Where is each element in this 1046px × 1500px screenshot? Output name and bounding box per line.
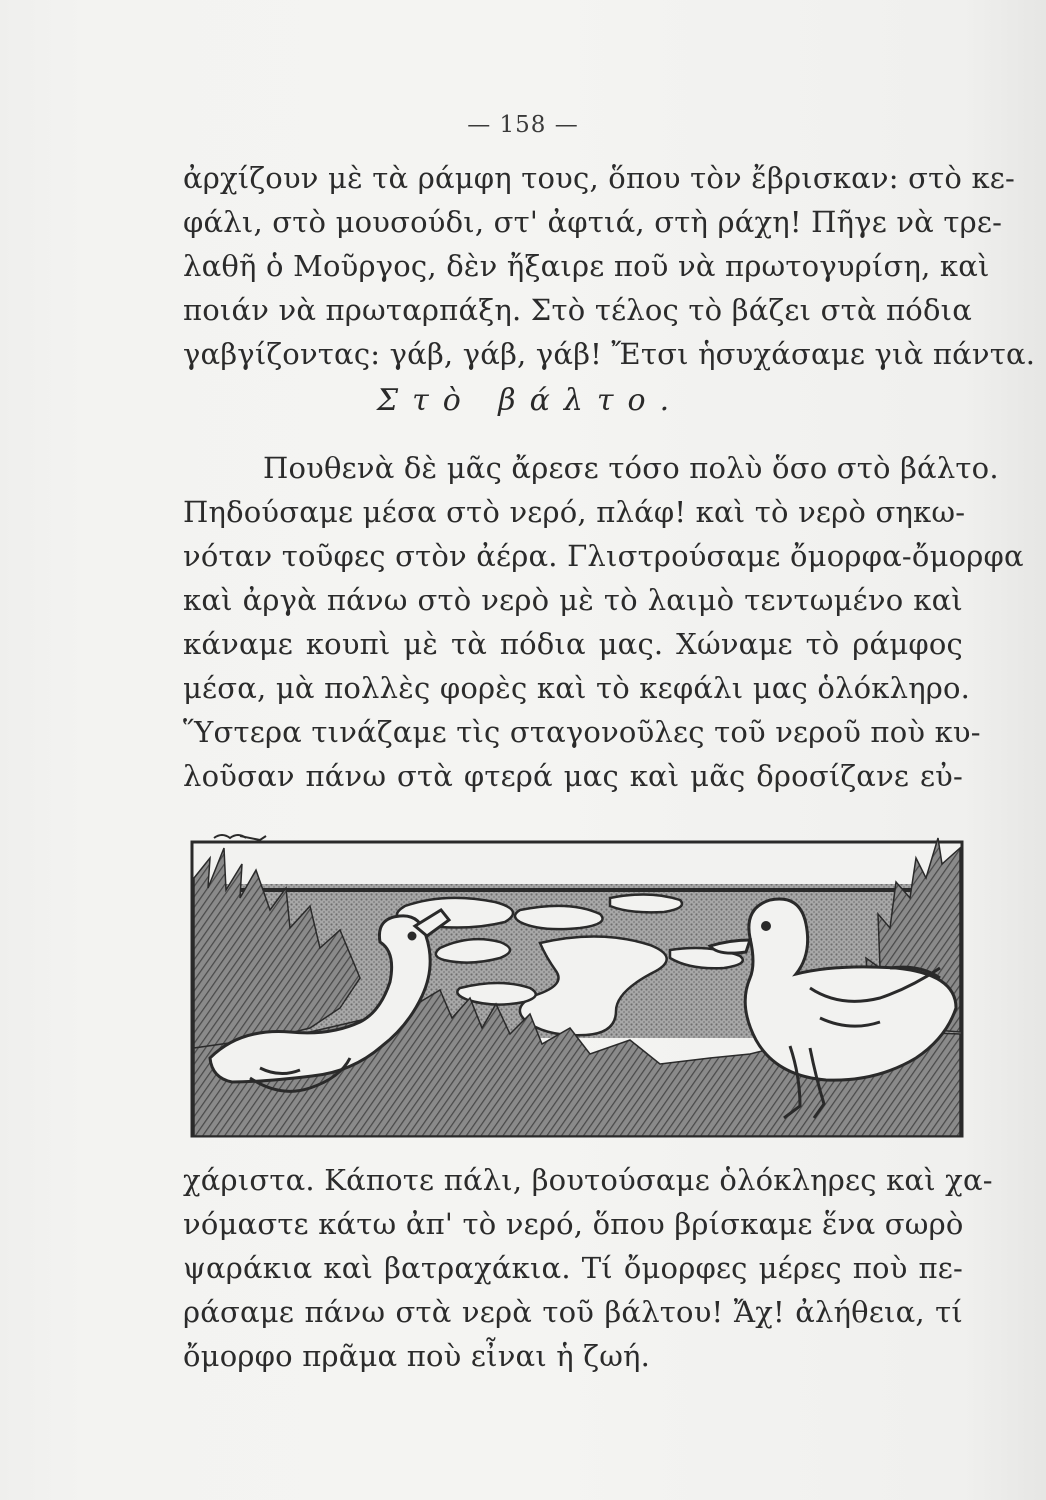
paragraph-top	[183, 156, 1036, 376]
text-line: Ὕστερα τινάζαμε τὶς σταγονοῦλες τοῦ νεροῦ ποὺ κυ-	[183, 715, 981, 749]
text-line: ψαράκια καὶ βατραχάκια. Τί ὄμορφες μέρες ποὺ πε-	[183, 1251, 963, 1285]
text-line: λαθῆ ὁ Μοῦργος, δὲν ἤξαιρε ποῦ νὰ πρωτογυρίση, καὶ	[183, 249, 990, 283]
text-line: ἀρχίζουν μὲ τὰ ράμφη τους, ὅπου τὸν ἔβρισκαν: στὸ κε-	[183, 161, 1016, 195]
text-line: νόταν τοῦφες στὸν ἀέρα. Γλιστρούσαμε ὄμορφα-ὄμορφα	[183, 539, 1024, 573]
paragraph-middle	[183, 446, 1024, 798]
text-line: λοῦσαν πάνω στὰ φτερά μας καὶ μᾶς δροσίζανε εὐ-	[183, 759, 963, 793]
text-line: φάλι, στὸ μουσούδι, στ' ἀφτιά, στὴ ράχη! Πῆγε νὰ τρε-	[183, 205, 1003, 239]
page-number: — 158 —	[467, 112, 579, 138]
text-line: ράσαμε πάνω στὰ νερὰ τοῦ βάλτου! Ἄχ! ἀλήθεια, τί	[183, 1295, 963, 1329]
text-line: γαβγίζοντας: γάβ, γάβ, γάβ! Ἔτσι ἡσυχάσαμε γιὰ πάντα.	[183, 337, 1036, 371]
section-heading: Στὸ βάλτο.	[376, 383, 684, 418]
text-line: νόμαστε κάτω ἀπ' τὸ νερό, ὅπου βρίσκαμε ἕνα σωρὸ	[183, 1207, 964, 1241]
text-line: ποιάν νὰ πρωταρπάξη. Στὸ τέλος τὸ βάζει στὰ πόδια	[183, 293, 972, 327]
pond-illustration	[190, 818, 966, 1138]
text-line: χάριστα. Κάποτε πάλι, βουτούσαμε ὁλόκληρες καὶ χα-	[183, 1163, 993, 1197]
text-line: μέσα, μὰ πολλὲς φορὲς καὶ τὸ κεφάλι μας ὁλόκληρο.	[183, 671, 971, 705]
text-line: Πηδούσαμε μέσα στὸ νερό, πλάφ! καὶ τὸ νερὸ σηκω-	[183, 495, 966, 529]
text-line: ὄμορφο πρᾶμα ποὺ εἶναι ἡ ζωή.	[183, 1339, 651, 1373]
paragraph-bottom	[183, 1158, 993, 1378]
text-line: καὶ ἀργὰ πάνω στὸ νερὸ μὲ τὸ λαιμὸ τεντωμένο καὶ	[183, 583, 963, 617]
geese-pond-drawing	[190, 818, 966, 1138]
text-line: Πουθενὰ δὲ μᾶς ἄρεσε τόσο πολὺ ὅσο στὸ βάλτο.	[263, 451, 999, 485]
text-line: κάναμε κουπὶ μὲ τὰ πόδια μας. Χώναμε τὸ ράμφος	[183, 627, 963, 661]
